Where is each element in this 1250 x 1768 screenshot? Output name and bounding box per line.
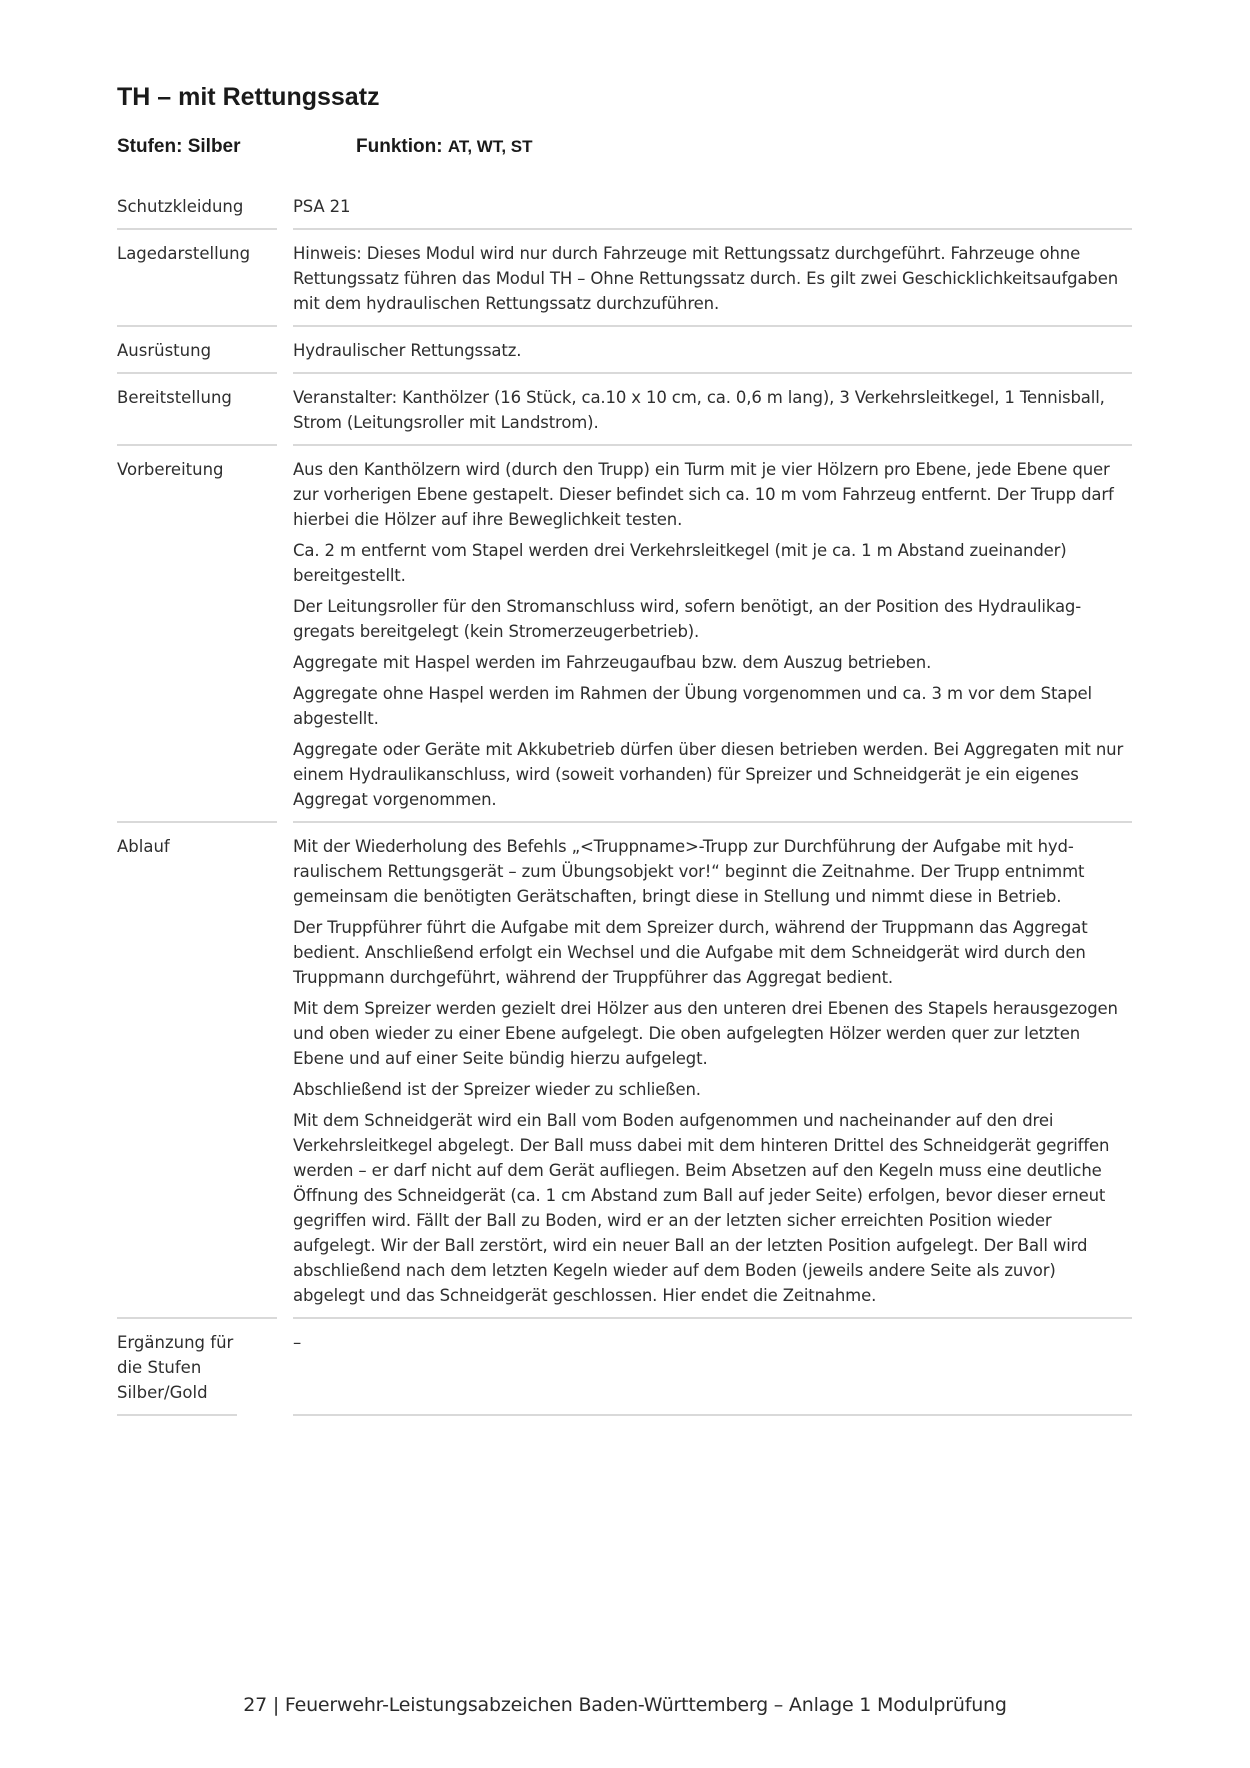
row-label: Ablauf [117, 823, 277, 1319]
row-paragraph: Hydraulischer Rettungssatz. [293, 341, 522, 360]
row-paragraph: Ca. 2 m entfernt vom Stapel werden drei Verkehrsleitkegel (mit je ca. 1 m Abstand zueinander) bereitgestellt. [293, 541, 1067, 585]
row-label: Lagedarstellung [117, 230, 277, 327]
spec-row-ablauf [117, 823, 1132, 1319]
row-paragraph: Mit dem Spreizer werden gezielt drei Hölzer aus den unteren drei Ebenen des Stapels herausgezogen und oben wieder zu einer Ebene aufgelegt. Die oben aufgelegten Hölzer werden quer zur letzten Ebene und auf einer Seite bündig hierzu aufgelegt. [293, 999, 1118, 1068]
row-paragraph: Abschließend ist der Spreizer wieder zu schließen. [293, 1080, 701, 1099]
spec-row-ausruestung [117, 327, 1132, 374]
page-footer: 27 | Feuerwehr-Leistungsabzeichen Baden-Württemberg – Anlage 1 Modulprüfung [243, 1694, 1007, 1716]
spec-row-lagedarstellung [117, 230, 1132, 327]
row-paragraph: Mit der Wiederholung des Befehls „<Truppname>-Trupp zur Durchführung der Aufgabe mit hydraulischem Rettungsgerät – zum Übungsobjekt vor!“ beginnt die Zeitnahme. Der Trupp entnimmt gemeinsam die benötigten Gerätschaften, bringt diese in Stellung und nimmt diese in Betrieb. [293, 837, 1085, 906]
row-paragraph: Der Leitungsroller für den Stromanschluss wird, sofern benötigt, an der Position des Hydraulikaggregats bereitgelegt (kein Stromerzeugerbetrieb). [293, 597, 1082, 641]
row-label: Ergänzung für die Stufen Silber/Gold [117, 1319, 237, 1416]
spec-row-bereitstellung [117, 374, 1132, 446]
row-paragraph: – [293, 1333, 302, 1352]
row-value [293, 374, 1132, 446]
row-paragraph: Hinweis: Dieses Modul wird nur durch Fahrzeuge mit Rettungssatz durchgeführt. Fahrzeuge ohne Rettungssatz führen das Modul TH – Ohne Rettungssatz durch. Es gilt zwei Geschicklichkeitsaufgaben mit dem hydraulischen Rettungssatz durchzuführen. [293, 244, 1119, 313]
row-paragraph: PSA 21 [293, 197, 351, 216]
row-value [293, 1319, 1132, 1416]
module-spec-table [117, 190, 1132, 1416]
row-paragraph: Aggregate oder Geräte mit Akkubetrieb dürfen über diesen betrieben werden. Bei Aggregaten mit nur einem Hydraulikanschluss, wird (soweit vorhanden) für Spreizer und Schneidgerät je ein eigenes Aggregat vorgenommen. [293, 740, 1124, 809]
row-paragraph: Aggregate ohne Haspel werden im Rahmen der Übung vorgenommen und ca. 3 m vor dem Stapel abgestellt. [293, 684, 1092, 728]
row-value [293, 327, 1132, 374]
row-label: Ausrüstung [117, 327, 277, 374]
row-value [293, 190, 1132, 230]
spec-row-schutzkleidung [117, 190, 1132, 230]
row-paragraph: Veranstalter: Kanthölzer (16 Stück, ca.10 x 10 cm, ca. 0,6 m lang), 3 Verkehrsleitkegel, 1 Tennisball, Strom (Leitungsroller mit Landstrom). [293, 388, 1105, 432]
spec-row-ergaenzung [117, 1319, 1132, 1416]
funktion-label: Funktion: [356, 136, 443, 157]
spec-row-vorbereitung [117, 446, 1132, 823]
row-paragraph: Aus den Kanthölzern wird (durch den Trupp) ein Turm mit je vier Hölzern pro Ebene, jede Ebene quer zur vorherigen Ebene gestapelt. Dieser befindet sich ca. 10 m vom Fahrzeug entfernt. Der Trupp darf hierbei die Hölzer auf ihre Beweglichkeit testen. [293, 460, 1114, 529]
page-title: TH – mit Rettungssatz [117, 83, 380, 111]
row-label: Vorbereitung [117, 446, 277, 823]
row-value [293, 446, 1132, 823]
row-value [293, 230, 1132, 327]
stufen-label: Stufen: Silber [117, 136, 241, 157]
row-label: Schutzkleidung [117, 190, 277, 230]
row-paragraph: Der Truppführer führt die Aufgabe mit dem Spreizer durch, während der Truppmann das Aggregat bedient. Anschließend erfolgt ein Wechsel und die Aufgabe mit dem Schneidgerät wird durch den Truppmann durchgeführt, während der Truppführer das Aggregat bedient. [293, 918, 1088, 987]
row-paragraph: Aggregate mit Haspel werden im Fahrzeugaufbau bzw. dem Auszug betrieben. [293, 653, 932, 672]
funktion-values: AT, WT, ST [447, 137, 533, 156]
funktion-group [356, 136, 533, 158]
row-label: Bereitstellung [117, 374, 277, 446]
row-paragraph: Mit dem Schneidgerät wird ein Ball vom Boden aufgenommen und nacheinander auf den drei Verkehrsleitkegel abgelegt. Der Ball muss dabei mit dem hinteren Drittel des Schneidgerät gegriffen werden – er darf nicht auf dem Gerät aufliegen. Beim Absetzen auf den Kegeln muss eine deutliche Öffnung des Schneidgerät (ca. 1 cm Abstand zum Ball auf jeder Seite) erfolgen, bevor dieser erneut gegriffen wird. Fällt der Ball zu Boden, wird er an der letzten sicher erreichten Position wieder aufgelegt. Wir der Ball zerstört, wird ein neuer Ball an der letzten Position aufgelegt. Der Ball wird abschließend nach dem letzten Kegeln wieder auf dem Boden (jeweils andere Seite als zuvor) abgelegt und das Schneidgerät geschlossen. Hier endet die Zeitnahme. [293, 1111, 1110, 1305]
row-value [293, 823, 1132, 1319]
